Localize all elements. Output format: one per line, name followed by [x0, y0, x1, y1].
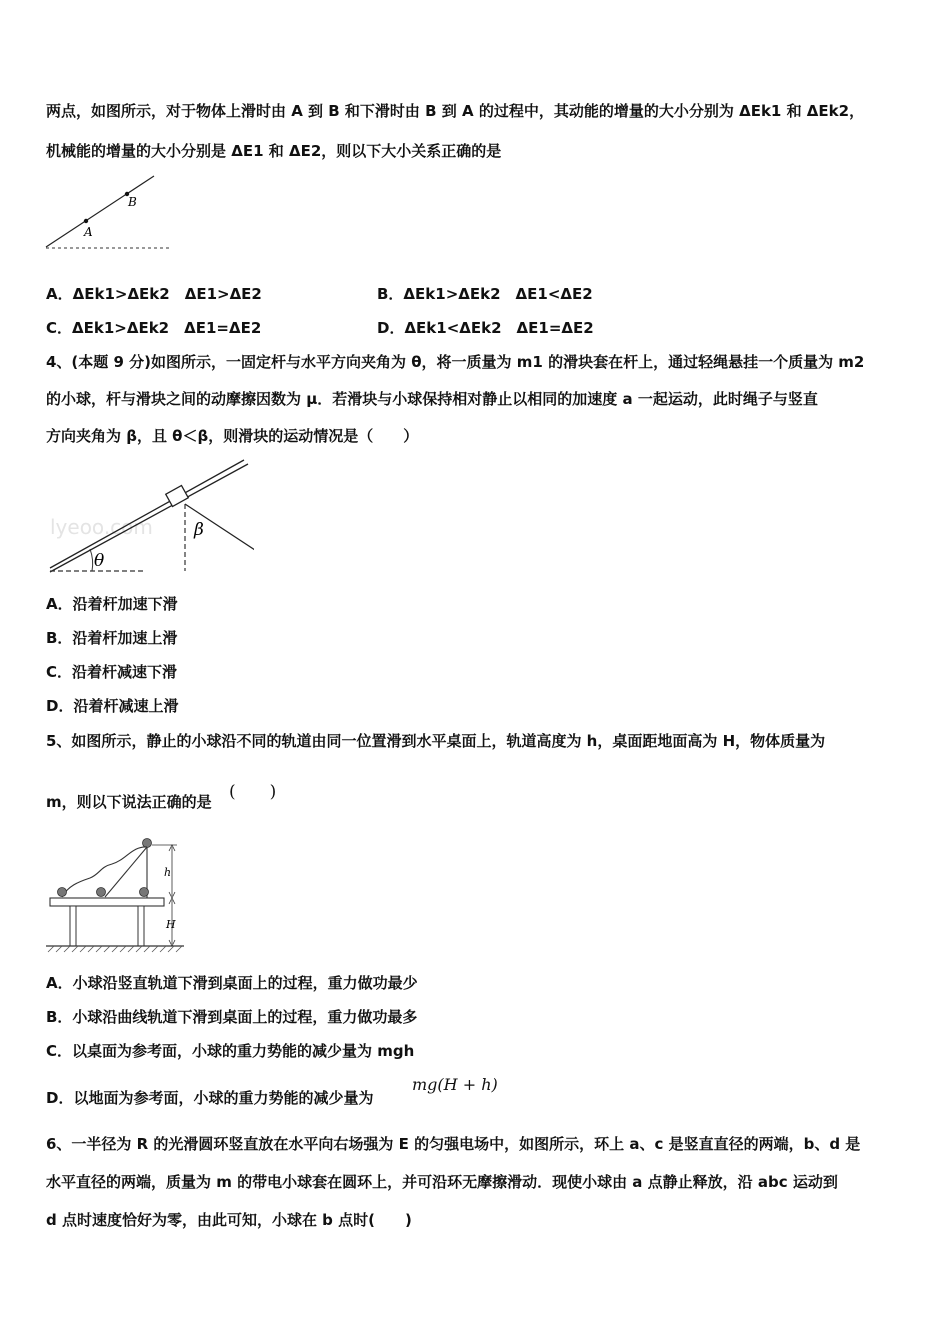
q4-line-3: 方向夹角为 β，且 θ＜β，则滑块的运动情况是（ ）	[46, 427, 419, 445]
point-a	[84, 219, 88, 223]
ball-top	[143, 839, 152, 848]
q5-option-d: D．以地面为参考面，小球的重力势能的减少量为	[46, 1089, 374, 1107]
q6-line-3: d 点时速度恰好为零，由此可知，小球在 b 点时( )	[46, 1211, 412, 1229]
ball-curve	[58, 888, 67, 897]
ball-vertical	[140, 888, 149, 897]
q4-option-c: C．沿着杆减速下滑	[46, 663, 178, 681]
ball-incline	[97, 888, 106, 897]
q4-option-a: A．沿着杆加速下滑	[46, 595, 178, 613]
beta-label: β	[194, 520, 204, 540]
q5-line-2: m，则以下说法正确的是	[46, 793, 212, 811]
q3-option-b: B．ΔEk1>ΔEk2 ΔE1<ΔE2	[377, 285, 593, 303]
q5-track-figure	[44, 834, 194, 956]
q3-option-a: A．ΔEk1>ΔEk2 ΔE1>ΔE2	[46, 285, 262, 303]
q4-rod-figure	[44, 456, 254, 578]
label-a: A	[84, 225, 93, 239]
q3-line-1: 两点，如图所示，对于物体上滑时由 A 到 B 和下滑时由 B 到 A 的过程中，其动能的增量的大小分别为 ΔEk1 和 ΔEk2，	[46, 102, 865, 120]
q3-line-2: 机械能的增量的大小分别是 ΔE1 和 ΔE2，则以下大小关系正确的是	[46, 142, 502, 160]
theta-label: θ	[94, 551, 105, 571]
h-label: h	[164, 866, 172, 879]
q3-option-c: C．ΔEk1>ΔEk2 ΔE1=ΔE2	[46, 319, 262, 337]
q5-answer-paren: ( )	[229, 782, 277, 802]
q4-option-d: D．沿着杆减速上滑	[46, 697, 179, 715]
q6-line-1: 6、一半径为 R 的光滑圆环竖直放在水平向右场强为 E 的匀强电场中，如图所示，环上 a、c 是竖直直径的两端，b、d 是	[46, 1135, 861, 1153]
q5-option-a: A．小球沿竖直轨道下滑到桌面上的过程，重力做功最少	[46, 974, 418, 992]
q4-option-b: B．沿着杆加速上滑	[46, 629, 178, 647]
q5-option-b: B．小球沿曲线轨道下滑到桌面上的过程，重力做功最多	[46, 1008, 418, 1026]
q4-line-2: 的小球，杆与滑块之间的动摩擦因数为 μ．若滑块与小球保持相对静止以相同的加速度 a 一起运动，此时绳子与竖直	[46, 390, 818, 408]
tabletop	[50, 898, 164, 906]
H-label: H	[166, 918, 176, 931]
q5-option-c: C．以桌面为参考面，小球的重力势能的减少量为 mgh	[46, 1042, 415, 1060]
slider-block	[166, 486, 189, 507]
label-b: B	[128, 195, 137, 209]
q5-line-1: 5、如图所示，静止的小球沿不同的轨道由同一位置滑到水平桌面上，轨道高度为 h，桌面距地面高为 H，物体质量为	[46, 732, 826, 750]
q6-line-2: 水平直径的两端，质量为 m 的带电小球套在圆环上，并可沿环无摩擦滑动．现使小球由 a 点静止释放，沿 abc 运动到	[46, 1173, 838, 1191]
watermark: lyeoo.com	[50, 515, 153, 539]
q3-incline-figure	[44, 170, 176, 254]
q3-option-d: D．ΔEk1<ΔEk2 ΔE1=ΔE2	[377, 319, 594, 337]
q5-option-d-expression: mg(H + h)	[412, 1075, 498, 1094]
q4-line-1: 4、(本题 9 分)如图所示，一固定杆与水平方向夹角为 θ，将一质量为 m1 的滑块套在杆上，通过轻绳悬挂一个质量为 m2	[46, 353, 865, 371]
